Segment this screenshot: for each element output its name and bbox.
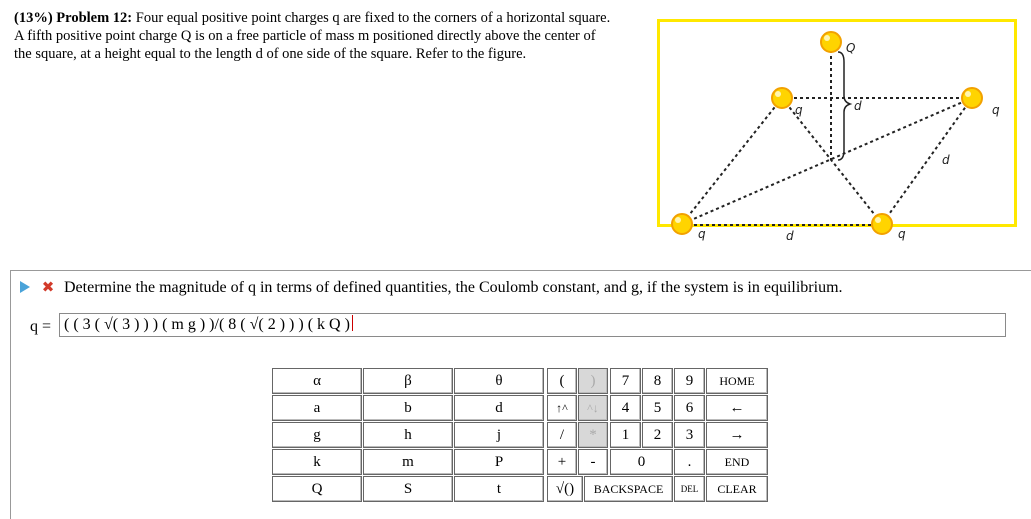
key-4[interactable]: 4 <box>610 395 641 421</box>
label-q-back-left: q <box>795 103 803 117</box>
charges-diagram <box>660 22 1014 243</box>
key-m[interactable]: m <box>363 449 453 475</box>
key-sqrt[interactable]: √() <box>547 476 583 502</box>
key-2[interactable]: 2 <box>642 422 673 448</box>
key-h[interactable]: h <box>363 422 453 448</box>
charge-q-back-right <box>962 88 982 108</box>
key-theta[interactable]: θ <box>454 368 544 394</box>
key-right-arrow[interactable]: → <box>706 422 768 448</box>
problem-statement <box>14 9 614 63</box>
problem-label: (13%) Problem 12: <box>14 10 133 26</box>
answer-value: ( ( 3 ( √( 3 ) ) ) ( m g ) )/( 8 ( √( 2 ) ) ) ( k Q ) <box>64 316 350 333</box>
key-open-paren[interactable]: ( <box>547 368 577 394</box>
diagonal-2 <box>682 98 972 224</box>
key-S[interactable]: S <box>363 476 453 502</box>
key-clear[interactable]: CLEAR <box>706 476 768 502</box>
section-divider <box>10 270 1031 271</box>
key-6[interactable]: 6 <box>674 395 705 421</box>
key-end[interactable]: END <box>706 449 768 475</box>
height-brace <box>838 52 850 160</box>
question-row <box>20 277 1020 299</box>
key-exponent-down: ^↓ <box>578 395 608 421</box>
key-0[interactable]: 0 <box>610 449 673 475</box>
label-q-back-right: q <box>992 103 1000 117</box>
key-1[interactable]: 1 <box>610 422 641 448</box>
key-minus[interactable]: - <box>578 449 608 475</box>
key-Q[interactable]: Q <box>272 476 362 502</box>
key-P[interactable]: P <box>454 449 544 475</box>
label-d-height: d <box>854 99 862 113</box>
charge-q-front-left <box>672 214 692 234</box>
key-plus[interactable]: + <box>547 449 577 475</box>
key-8[interactable]: 8 <box>642 368 673 394</box>
section-divider-vertical <box>10 270 11 519</box>
key-alpha[interactable]: α <box>272 368 362 394</box>
incorrect-icon: ✖ <box>41 278 55 296</box>
charge-q-back-left <box>772 88 792 108</box>
answer-input[interactable] <box>59 313 1006 337</box>
key-b[interactable]: b <box>363 395 453 421</box>
key-k[interactable]: k <box>272 449 362 475</box>
key-t[interactable]: t <box>454 476 544 502</box>
key-5[interactable]: 5 <box>642 395 673 421</box>
answer-label: q = <box>30 318 52 335</box>
key-d[interactable]: d <box>454 395 544 421</box>
key-exponent-up[interactable]: ↑^ <box>547 395 577 421</box>
edge-left <box>682 98 782 224</box>
key-beta[interactable]: β <box>363 368 453 394</box>
key-a[interactable]: a <box>272 395 362 421</box>
question-text: Determine the magnitude of q in terms of defined quantities, the Coulomb constant, and g, if the system is in equilibrium. <box>64 279 843 296</box>
text-caret <box>352 315 353 331</box>
key-multiply: * <box>578 422 608 448</box>
label-q-front-left: q <box>698 227 706 241</box>
play-icon[interactable] <box>20 281 30 293</box>
key-3[interactable]: 3 <box>674 422 705 448</box>
label-d-right-edge: d <box>942 153 950 167</box>
key-9[interactable]: 9 <box>674 368 705 394</box>
key-close-paren: ) <box>578 368 608 394</box>
key-delete[interactable]: DEL <box>674 476 705 502</box>
charge-Q <box>821 32 841 52</box>
label-Q: Q <box>846 41 856 55</box>
key-divide[interactable]: / <box>547 422 577 448</box>
charge-q-front-right <box>872 214 892 234</box>
key-g[interactable]: g <box>272 422 362 448</box>
key-7[interactable]: 7 <box>610 368 641 394</box>
key-home[interactable]: HOME <box>706 368 768 394</box>
key-backspace[interactable]: BACKSPACE <box>584 476 673 502</box>
problem-figure <box>657 19 1017 243</box>
key-decimal[interactable]: . <box>674 449 705 475</box>
label-q-front-right: q <box>898 227 906 241</box>
problem-text: Four equal positive point charges q are fixed to the corners of a horizontal square. A fifth positive point charge Q is on a free particle of mass m positioned directly above the center of the square, at a height equal to the length d of one side of the square. Refer to the figure. <box>14 10 611 62</box>
key-j[interactable]: j <box>454 422 544 448</box>
key-left-arrow[interactable]: ← <box>706 395 768 421</box>
label-d-bottom-edge: d <box>786 229 794 243</box>
